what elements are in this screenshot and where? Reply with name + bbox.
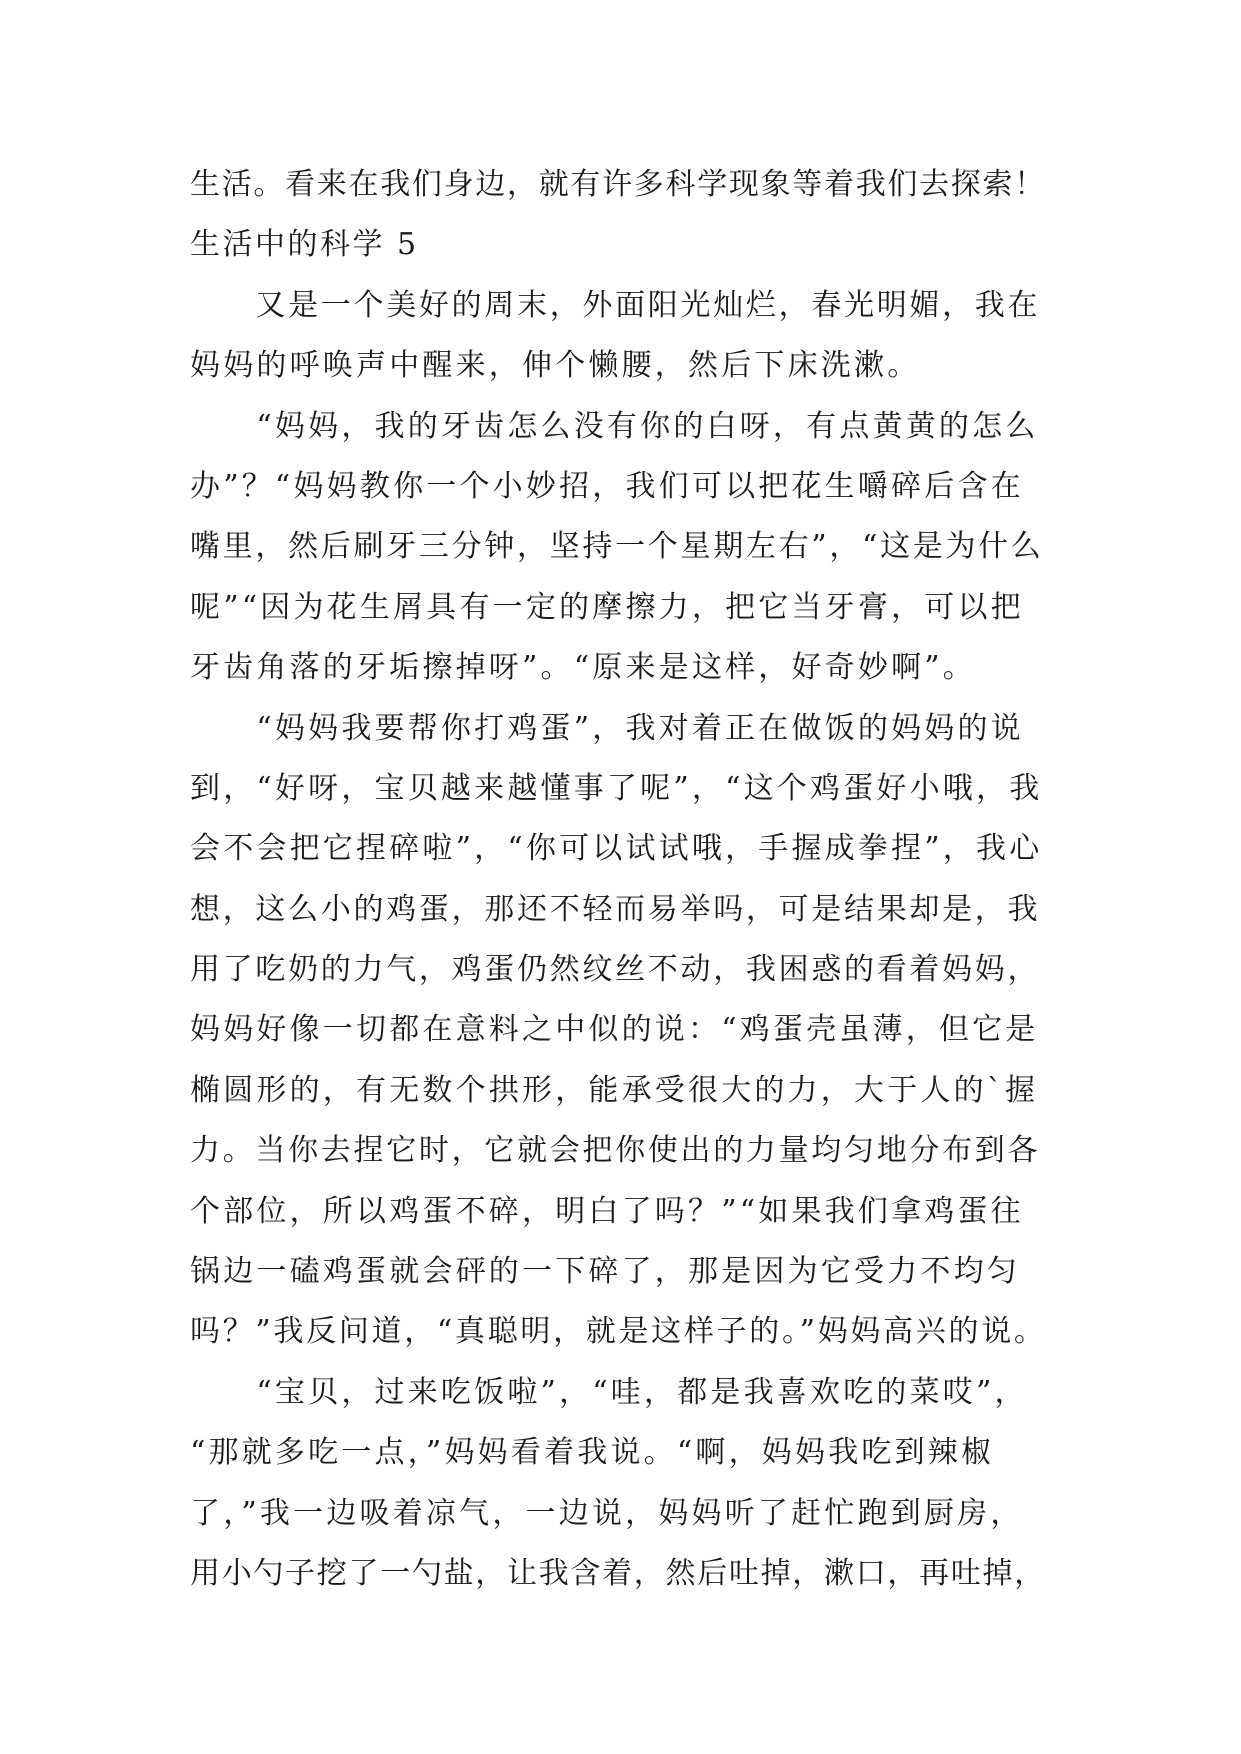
- text-line: 想，这么小的鸡蛋，那还不轻而易举吗，可是结果却是，我: [190, 891, 1041, 927]
- text-line: 牙齿角落的牙垢擦掉呀”。“原来是这样，好奇妙啊”。: [190, 650, 977, 686]
- text-line: 力。当你去捏它时，它就会把你使出的力量均匀地分布到各: [190, 1133, 1041, 1169]
- text-line: 锅边一磕鸡蛋就会砰的一下碎了，那是因为它受力不均匀: [190, 1254, 1020, 1290]
- text-line: 椭圆形的，有无数个拱形，能承受很大的力，大于人的`握: [190, 1072, 1039, 1108]
- text-line: 用了吃奶的力气，鸡蛋仍然纹丝不动，我困惑的看着妈妈，: [190, 952, 1041, 988]
- text-line: 用小勺子挖了一勺盐，让我含着，然后吐掉，漱口，再吐掉，: [190, 1555, 1046, 1591]
- text-line: 嘴里，然后刷牙三分钟，坚持一个星期左右”，“这是为什么: [190, 529, 1044, 565]
- text-line: 生活。看来在我们身边，就有许多科学现象等着我们去探索！: [190, 167, 1046, 202]
- text-line: 妈妈的呼唤声中醒来，伸个懒腰，然后下床洗漱。: [190, 348, 921, 384]
- text-line: “妈妈，我的牙齿怎么没有你的白呀，有点黄黄的怎么: [190, 408, 1039, 444]
- text-line: “妈妈我要帮你打鸡蛋”，我对着正在做饭的妈妈的说: [190, 710, 1024, 746]
- text-line: 呢”“因为花生屑具有一定的摩擦力，把它当牙膏，可以把: [190, 589, 1024, 625]
- text-line: 妈妈好像一切都在意料之中似的说：“鸡蛋壳虽薄，但它是: [190, 1012, 1039, 1048]
- text-line: “宝贝，过来吃饭啦”，“哇，都是我喜欢吃的菜哎”，: [190, 1374, 1028, 1410]
- text-line: 会不会把它捏碎啦”，“你可以试试哦，手握成拳捏”，我心: [190, 831, 1043, 867]
- text-line: 个部位，所以鸡蛋不碎，明白了吗？”“如果我们拿鸡蛋往: [190, 1193, 1024, 1229]
- text-line: 吗？”我反问道，“真聪明，就是这样子的。”妈妈高兴的说。: [190, 1314, 1047, 1350]
- text-line: “那就多吃一点，”妈妈看着我说。“啊，妈妈我吃到辣椒: [190, 1435, 995, 1471]
- body-text: [190, 155, 1050, 1604]
- section-heading: 生活中的科学 5: [190, 227, 419, 263]
- text-line: 到，“好呀，宝贝越来越懂事了呢”，“这个鸡蛋好小哦，我: [190, 770, 1043, 806]
- text-line: 了，”我一边吸着凉气，一边说，妈妈听了赶忙跑到厨房，: [190, 1495, 1024, 1531]
- text-line: 又是一个美好的周末，外面阳光灿烂，春光明媚，我在: [190, 287, 1041, 323]
- text-line: 办”？“妈妈教你一个小妙招，我们可以把花生嚼碎后含在: [190, 468, 1024, 504]
